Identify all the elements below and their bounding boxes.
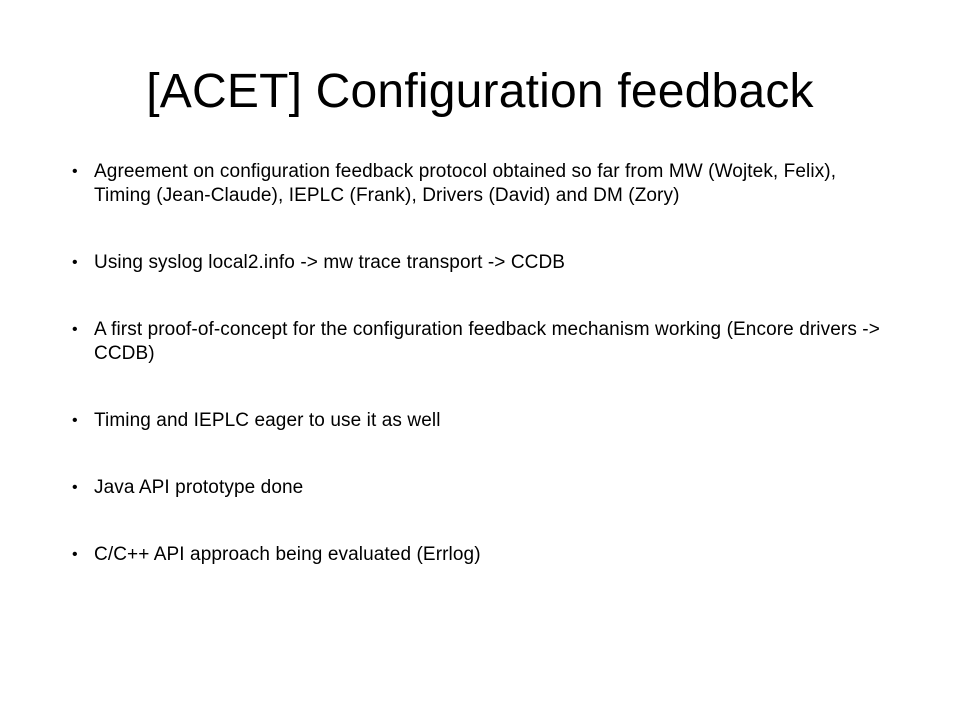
bullet-text: A first proof-of-concept for the configuration feedback mechanism working (Encore drivers -> CCDB) xyxy=(94,319,880,364)
bullet-item-1 xyxy=(72,160,882,208)
bullet-text: C/C++ API approach being evaluated (Errlog) xyxy=(94,544,481,565)
bullet-icon: • xyxy=(72,321,78,338)
bullet-item-4 xyxy=(72,409,882,433)
slide-title: [ACET] Configuration feedback xyxy=(146,65,814,118)
bullet-item-2 xyxy=(72,251,882,275)
bullet-icon: • xyxy=(72,254,78,271)
bullet-icon: • xyxy=(72,479,78,496)
bullet-icon: • xyxy=(72,412,78,429)
bullet-item-5 xyxy=(72,476,882,500)
bullet-icon: • xyxy=(72,163,78,180)
bullet-item-3 xyxy=(72,318,882,366)
bullet-text: Java API prototype done xyxy=(94,477,304,498)
bullet-text: Agreement on configuration feedback protocol obtained so far from MW (Wojtek, Felix), Timing (Jean-Claude), IEPLC (Frank), Drivers (David) and DM (Zory) xyxy=(94,161,837,206)
bullet-text: Timing and IEPLC eager to use it as well xyxy=(94,410,441,431)
bullet-text: Using syslog local2.info -> mw trace transport -> CCDB xyxy=(94,252,566,273)
bullet-icon: • xyxy=(72,546,78,563)
bullet-item-6 xyxy=(72,543,882,567)
bullet-list xyxy=(72,160,882,610)
